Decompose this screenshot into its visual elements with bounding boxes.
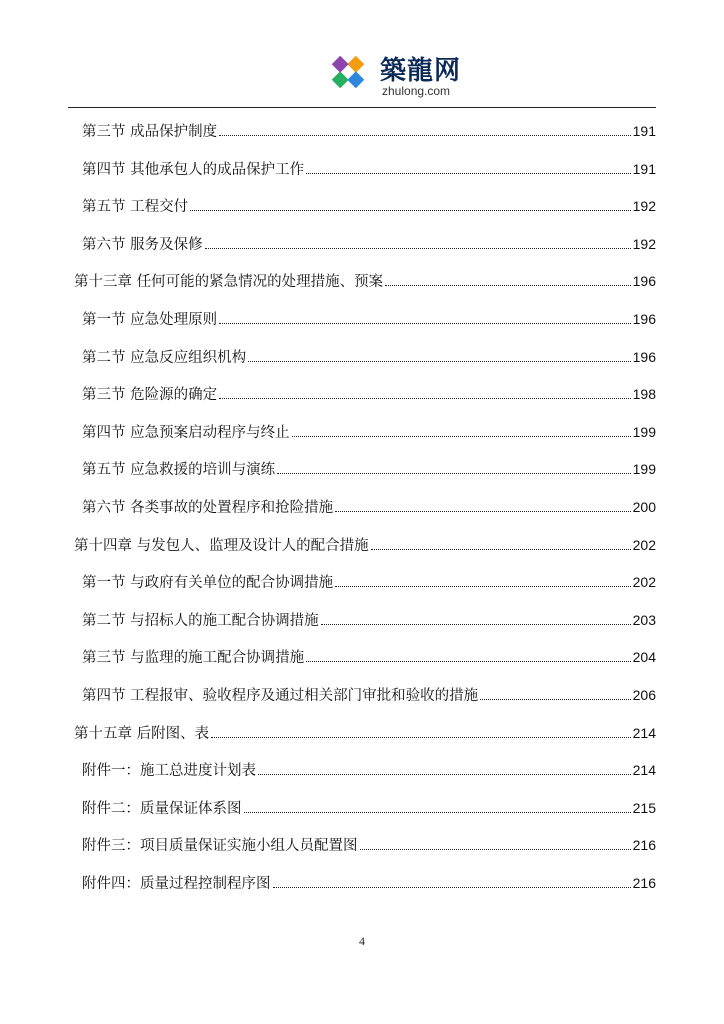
toc-dot-leader: [219, 135, 631, 136]
toc-entry-page: 202: [632, 536, 656, 553]
toc-entry-page: 215: [632, 799, 656, 816]
toc-dot-leader: [205, 248, 631, 249]
toc-section-entry[interactable]: [82, 684, 656, 714]
toc-section-entry[interactable]: [82, 571, 656, 601]
toc-entry-title: 第十五章 后附图、表: [74, 725, 210, 742]
toc-section-entry[interactable]: [82, 346, 656, 376]
toc-entry-title: 第三节 与监理的施工配合协调措施: [82, 650, 305, 667]
toc-section-entry[interactable]: [82, 120, 656, 150]
toc-entry-title: 第五节 工程交付: [82, 199, 189, 216]
toc-entry-page: 196: [632, 348, 656, 365]
toc-entry-page: 214: [632, 724, 656, 741]
toc-section-entry[interactable]: [82, 383, 656, 413]
toc-dot-leader: [335, 586, 631, 587]
toc-chapter-entry[interactable]: [74, 270, 656, 300]
toc-dot-leader: [219, 323, 631, 324]
toc-section-entry[interactable]: [82, 496, 656, 526]
toc-entry-title: 第三节 危险源的确定: [82, 387, 218, 404]
toc-entry-title: 第十四章 与发包人、监理及设计人的配合措施: [74, 537, 369, 554]
toc-dot-leader: [385, 285, 631, 286]
toc-entry-page: 216: [632, 837, 656, 854]
toc-entry-title: 第四节 其他承包人的成品保护工作: [82, 161, 305, 178]
toc-entry-page: 202: [632, 574, 656, 591]
toc-dot-leader: [277, 473, 631, 474]
toc-section-entry[interactable]: [82, 421, 656, 451]
toc-entry-title: 附件一：施工总进度计划表: [82, 763, 256, 780]
toc-entry-page: 203: [632, 611, 656, 628]
toc-section-entry[interactable]: [82, 834, 656, 864]
toc-entry-page: 199: [632, 461, 656, 478]
page-number: 4: [359, 934, 365, 948]
toc-entry-page: 199: [632, 423, 656, 440]
toc-section-entry[interactable]: [82, 609, 656, 639]
toc-entry-page: 196: [632, 273, 656, 290]
toc-entry-title: 附件三：项目质量保证实施小组人员配置图: [82, 838, 358, 855]
toc-dot-leader: [335, 511, 631, 512]
site-header: [324, 48, 484, 104]
toc-entry-title: 附件四：质量过程控制程序图: [82, 876, 271, 892]
toc-entry-title: 第一节 与政府有关单位的配合协调措施: [82, 575, 334, 592]
toc-entry-title: 第十三章 任何可能的紧急情况的处理措施、预案: [74, 274, 384, 291]
zhulong-logo-icon: [324, 48, 372, 96]
toc-entry-title: 第二节 与招标人的施工配合协调措施: [82, 612, 319, 629]
toc-entry-page: 216: [632, 875, 656, 891]
logo-text: 築龍网: [380, 56, 462, 86]
toc-dot-leader: [480, 699, 631, 700]
toc-section-entry[interactable]: [82, 797, 656, 827]
toc-entry-page: 196: [632, 311, 656, 327]
toc-dot-leader: [360, 849, 631, 850]
toc-entry-page: 191: [632, 123, 656, 139]
toc-entry-title: 第六节 各类事故的处置程序和抢险措施: [82, 500, 334, 516]
toc-section-entry[interactable]: [82, 872, 656, 902]
toc-dot-leader: [258, 774, 631, 775]
toc-dot-leader: [219, 398, 631, 399]
toc-entry-page: 206: [632, 687, 656, 703]
toc-section-entry[interactable]: [82, 308, 656, 338]
toc-section-entry[interactable]: [82, 759, 656, 789]
toc-dot-leader: [273, 887, 631, 888]
toc-section-entry[interactable]: [82, 158, 656, 188]
toc-entry-page: 214: [632, 762, 656, 779]
toc-entry-page: 192: [632, 198, 656, 215]
toc-dot-leader: [306, 173, 631, 174]
toc-entry-title: 第三节 成品保护制度: [82, 124, 218, 140]
toc-section-entry[interactable]: [82, 646, 656, 676]
toc-entry-page: 204: [632, 649, 656, 666]
toc-entry-page: 191: [632, 160, 656, 177]
toc-entry-page: 192: [632, 235, 656, 252]
toc-entry-title: 第五节 应急救援的培训与演练: [82, 462, 276, 479]
toc-section-entry[interactable]: [82, 233, 656, 263]
toc-entry-title: 第四节 工程报审、验收程序及通过相关部门审批和验收的措施: [82, 688, 479, 704]
logo-url: zhulong.com: [382, 84, 451, 98]
toc-dot-leader: [321, 624, 631, 625]
toc-section-entry[interactable]: [82, 195, 656, 225]
toc-dot-leader: [248, 361, 631, 362]
header-divider: [68, 107, 656, 108]
toc-dot-leader: [292, 436, 631, 437]
toc-entry-page: 198: [632, 386, 656, 403]
toc-entry-title: 第二节 应急反应组织机构: [82, 349, 247, 366]
toc-dot-leader: [211, 737, 631, 738]
toc-dot-leader: [371, 549, 631, 550]
toc-dot-leader: [190, 210, 631, 211]
toc-chapter-entry[interactable]: [74, 534, 656, 564]
toc-entry-title: 第六节 服务及保修: [82, 236, 203, 253]
toc-chapter-entry[interactable]: [74, 722, 656, 752]
toc-entry-title: 第一节 应急处理原则: [82, 312, 218, 328]
toc-dot-leader: [306, 661, 631, 662]
toc-entry-title: 第四节 应急预案启动程序与终止: [82, 424, 290, 441]
toc-dot-leader: [244, 812, 631, 813]
toc-entry-page: 200: [632, 499, 656, 515]
toc-section-entry[interactable]: [82, 458, 656, 488]
toc-entry-title: 附件二：质量保证体系图: [82, 800, 242, 817]
